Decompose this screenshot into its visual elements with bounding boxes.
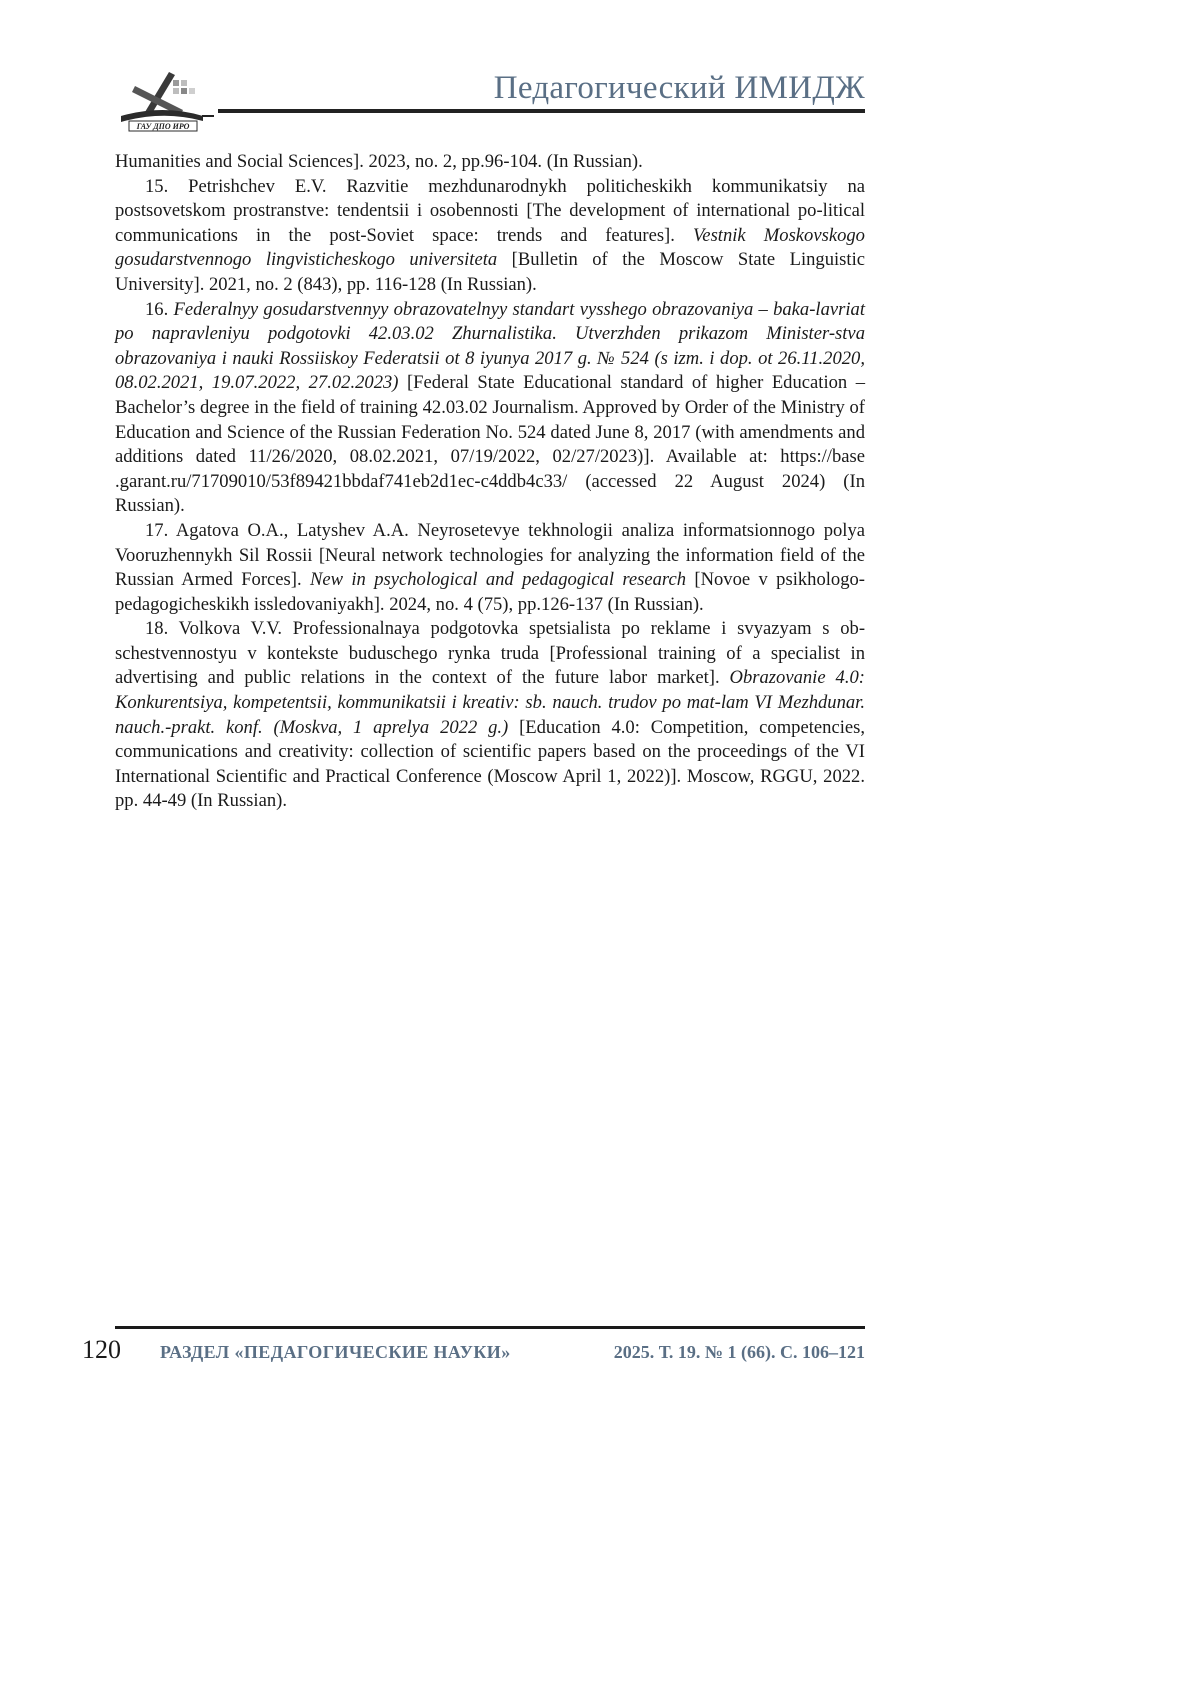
reference-details: [Novoe v psikhologo-pedagogicheskikh issledovaniyakh]. 2024, no. 4 (75), pp.126-137 (In Russian). <box>115 569 865 615</box>
footer-section-title: РАЗДЕЛ «ПЕДАГОГИЧЕСКИЕ НАУКИ» <box>160 1342 511 1362</box>
reference-source: Vestnik Moskovskogo gosudarstvennogo lingvisticheskogo universiteta <box>115 224 865 271</box>
reference-number: 15. <box>145 175 169 197</box>
reference-source: Obrazovanie 4.0: Konkurentsiya, kompetentsii, kommunikatsii i kreativ: sb. nauch. trudov po mat-lam VI Mezhdunar. nauch.-prakt. konf. (Moskva, 1 aprelya 2022 g.) <box>115 667 865 738</box>
logo-emblem-icon <box>117 66 209 132</box>
references-list <box>115 150 865 814</box>
reference-source: New in psychological and pedagogical research <box>309 569 687 591</box>
reference-continuation: Humanities and Social Sciences]. 2023, no. 2, pp.96-104. (In Russian). <box>115 151 643 172</box>
reference-17 <box>115 519 865 617</box>
reference-number: 18. <box>145 618 169 640</box>
reference-text: Agatova O.A., Latyshev A.A. Neyrosetevye tekhnologii analiza informatsionnogo polya Vooruzhennykh Sil Rossii [Neural network technologies for analyzing the information field of the Russian Armed Forces]. <box>115 519 866 591</box>
reference-text: Petrishchev E.V. Razvitie mezhdunarodnykh politicheskikh kommunikatsiy na postsovetskom prostranstve: tendentsii i osobennosti [The development of international po-litical communications in the post-Soviet space: trends and features]. <box>115 175 865 246</box>
footer-issue-info: 2025. Т. 19. № 1 (66). С. 106–121 <box>613 1342 865 1362</box>
reference-source: Federalnyy gosudarstvennyy obrazovatelnyy standart vysshego obrazovaniya – baka-lavriat po napravleniyu podgotovki 42.03.02 Zhurnalistika. Utverzhden prikazom Minister-stva obrazovaniya i nauki Rossiiskoy Federatsii ot 8 iyunya 2017 g. № 524 (s izm. i dop. ot 26.11.2020, 08.02.2021, 19.07.2022, 27.02.2023) <box>115 298 865 394</box>
reference-details: [Bulletin of the Moscow State Linguistic University]. 2021, no. 2 (843), pp. 116-128 (In Russian). <box>115 249 865 295</box>
logo-text: ГАУ ДПО ИРО <box>136 122 190 131</box>
header-rule <box>218 109 865 113</box>
journal-logo <box>117 66 209 132</box>
reference-text: Volkova V.V. Professionalnaya podgotovka spetsialista po reklame i svyazyam s ob-schestvennostyu v kontekste buduschego rynka truda [Professional training of a specialist in advertising and public relations in the context of the future labor market]. <box>115 618 866 689</box>
header-rule-accent <box>202 115 214 117</box>
page-number: 120 <box>82 1335 121 1364</box>
reference-number: 17. <box>145 519 169 541</box>
reference-16 <box>115 298 865 519</box>
reference-number: 16. <box>145 298 169 320</box>
reference-15 <box>115 175 865 298</box>
footer-rule <box>115 1326 865 1329</box>
reference-18 <box>115 617 865 814</box>
reference-details: [Education 4.0: Competition, competencies, communications and creativity: collection of scientific papers based on the proceedings of the VI International Scientific and Practical Conference (Moscow April 1, 2022)]. Moscow, RGGU, 2022. pp. 44-49 (In Russian). <box>115 716 866 812</box>
reference-details: [Federal State Educational standard of higher Education – Bachelor’s degree in the field of training 42.03.02 Journalism. Approved by Order of the Ministry of Education and Science of the Russian Federation No. 524 dated June 8, 2017 (with amendments and additions dated 11/26/2020, 08.02.2021, 07/19/2022, 02/27/2023)]. Available at: https://base .garant.ru/71709010/53f89421bbdaf741eb2d1ec-c4ddb4c33/ (accessed 22 August 2024) (In Russian). <box>115 372 865 517</box>
journal-title: Педагогический ИМИДЖ <box>493 70 865 106</box>
